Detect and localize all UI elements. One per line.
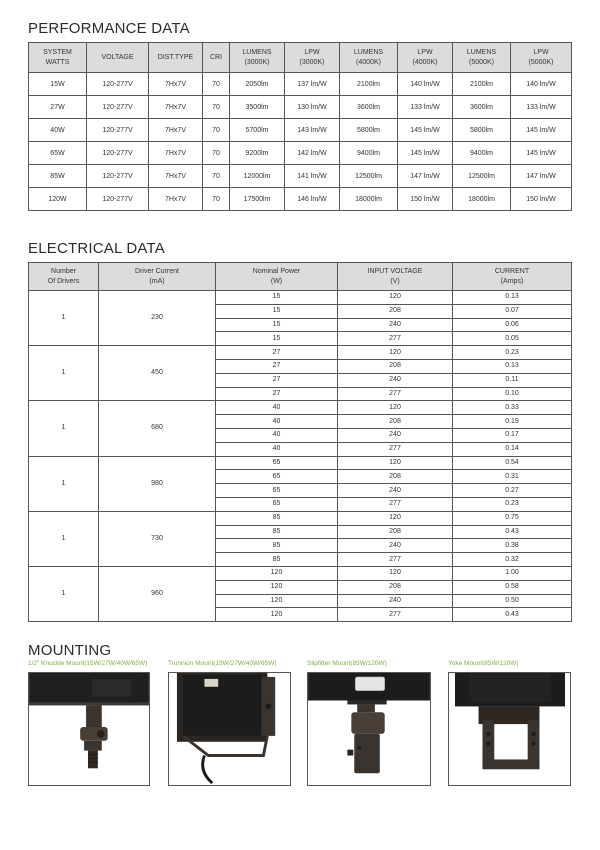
table-cell: 208 [338, 525, 453, 539]
mount-label-trunnion: Trunnion Mount(15W/27W/40W/65W) [168, 660, 277, 667]
table-cell: 277 [338, 442, 453, 456]
performance-header-cell [511, 43, 572, 73]
driver-current-cell: 680 [99, 401, 216, 456]
table-cell: 120 [216, 608, 338, 622]
table-cell: 0.43 [453, 525, 572, 539]
table-cell: 65 [216, 470, 338, 484]
header-line: SYSTEM [43, 48, 72, 56]
table-cell: 40 [216, 415, 338, 429]
table-cell: 145 lm/W [511, 119, 572, 142]
drivers-cell: 1 [29, 511, 99, 566]
table-cell: 70 [203, 165, 230, 188]
header-line: (4000K) [356, 58, 381, 66]
table-cell: 15 [216, 291, 338, 305]
table-cell: 240 [338, 484, 453, 498]
table-cell: 15 [216, 332, 338, 346]
driver-current-cell: 230 [99, 291, 216, 346]
table-cell: 0.58 [453, 580, 572, 594]
table-cell: 145 lm/W [398, 119, 453, 142]
electrical-header-row [29, 263, 572, 291]
table-cell: 120-277V [87, 96, 149, 119]
performance-header-cell [230, 43, 285, 73]
table-cell: 240 [338, 318, 453, 332]
table-cell: 0.13 [453, 291, 572, 305]
mount-label-knuckle: 1/2" Knuckle Mount(15W/27W/40W/65W) [28, 660, 148, 667]
table-cell: 3500lm [230, 96, 285, 119]
table-cell: 18000lm [453, 188, 511, 211]
table-cell: 0.19 [453, 415, 572, 429]
table-cell: 40 [216, 428, 338, 442]
table-cell: 5800lm [340, 119, 398, 142]
table-cell: 85W [29, 165, 87, 188]
table-cell: 0.05 [453, 332, 572, 346]
performance-header-cell [87, 43, 149, 73]
table-cell: 0.10 [453, 387, 572, 401]
table-cell: 70 [203, 188, 230, 211]
table-cell: 0.17 [453, 428, 572, 442]
table-cell: 18000lm [340, 188, 398, 211]
table-cell: 0.13 [453, 359, 572, 373]
yoke-mount-icon [448, 672, 571, 786]
electrical-table [28, 262, 572, 622]
table-cell: 140 lm/W [398, 73, 453, 96]
table-cell: 0.06 [453, 318, 572, 332]
table-cell: 0.50 [453, 594, 572, 608]
table-cell: 27 [216, 359, 338, 373]
table-cell: 120 [338, 401, 453, 415]
mount-label-slipfitter: Slipfitter Mount(85W/120W) [307, 660, 387, 667]
performance-header-cell [285, 43, 340, 73]
header-line: LUMENS [242, 48, 272, 56]
table-row [29, 96, 572, 119]
table-cell: 9400lm [340, 142, 398, 165]
table-row [29, 566, 572, 580]
table-row [29, 73, 572, 96]
table-row [29, 346, 572, 360]
table-row [29, 511, 572, 525]
table-cell: 133 lm/W [511, 96, 572, 119]
table-row [29, 142, 572, 165]
electrical-header-cell [99, 263, 216, 291]
table-cell: 3600lm [453, 96, 511, 119]
table-cell: 120 [216, 566, 338, 580]
table-cell: 85 [216, 525, 338, 539]
driver-current-cell: 960 [99, 566, 216, 621]
table-cell: 0.07 [453, 304, 572, 318]
table-cell: 85 [216, 553, 338, 567]
table-cell: 17500lm [230, 188, 285, 211]
table-cell: 12500lm [340, 165, 398, 188]
table-cell: 1.00 [453, 566, 572, 580]
table-cell: 133 lm/W [398, 96, 453, 119]
drivers-cell: 1 [29, 401, 99, 456]
table-cell: 85 [216, 511, 338, 525]
table-row [29, 119, 572, 142]
table-cell: 120 [338, 291, 453, 305]
performance-header-cell [203, 43, 230, 73]
header-line: (4000K) [412, 58, 438, 66]
table-cell: 2100lm [340, 73, 398, 96]
table-cell: 7Hx7V [149, 188, 203, 211]
table-cell: 70 [203, 96, 230, 119]
table-cell: 65W [29, 142, 87, 165]
driver-current-cell: 980 [99, 456, 216, 511]
table-row [29, 291, 572, 305]
header-line: (Amps) [500, 277, 524, 285]
electrical-header-cell [338, 263, 453, 291]
header-line: Driver Current [135, 267, 179, 275]
table-cell: 5700lm [230, 119, 285, 142]
table-cell: 0.54 [453, 456, 572, 470]
table-cell: 7Hx7V [149, 142, 203, 165]
table-cell: 40 [216, 401, 338, 415]
table-row [29, 188, 572, 211]
table-cell: 137 lm/W [285, 73, 340, 96]
table-cell: 208 [338, 415, 453, 429]
performance-header-cell [149, 43, 203, 73]
header-line: (5000K) [528, 58, 554, 66]
table-cell: 208 [338, 470, 453, 484]
table-cell: 120-277V [87, 119, 149, 142]
header-line: (5000K) [469, 58, 494, 66]
header-line: (mA) [149, 277, 165, 285]
header-line: LPW [304, 48, 320, 56]
table-cell: 0.23 [453, 497, 572, 511]
table-cell: 9400lm [453, 142, 511, 165]
table-cell: 0.27 [453, 484, 572, 498]
header-line: CURRENT [494, 267, 530, 275]
table-cell: 208 [338, 304, 453, 318]
electrical-header-cell [216, 263, 338, 291]
table-cell: 5800lm [453, 119, 511, 142]
drivers-cell: 1 [29, 346, 99, 401]
table-cell: 0.33 [453, 401, 572, 415]
table-cell: 208 [338, 580, 453, 594]
mount-label-yoke: Yoke Mount(85W/120W) [448, 660, 519, 667]
drivers-cell: 1 [29, 566, 99, 621]
performance-header-row [29, 43, 572, 73]
table-cell: 2100lm [453, 73, 511, 96]
table-cell: 147 lm/W [398, 165, 453, 188]
table-cell: 277 [338, 387, 453, 401]
table-cell: 277 [338, 497, 453, 511]
table-cell: 240 [338, 539, 453, 553]
table-cell: 0.38 [453, 539, 572, 553]
table-cell: 0.43 [453, 608, 572, 622]
table-cell: 120 [216, 594, 338, 608]
header-line: Number [51, 267, 76, 275]
table-cell: 27W [29, 96, 87, 119]
table-cell: 12000lm [230, 165, 285, 188]
table-cell: 2050lm [230, 73, 285, 96]
header-line: (V) [390, 277, 400, 285]
table-cell: 0.32 [453, 553, 572, 567]
driver-current-cell: 730 [99, 511, 216, 566]
table-cell: 65 [216, 484, 338, 498]
table-cell: 70 [203, 142, 230, 165]
trunnion-mount-icon [168, 672, 291, 786]
table-cell: 15 [216, 318, 338, 332]
table-cell: 277 [338, 608, 453, 622]
table-cell: 277 [338, 332, 453, 346]
table-row [29, 165, 572, 188]
table-cell: 7Hx7V [149, 119, 203, 142]
table-cell: 240 [338, 594, 453, 608]
header-line: WATTS [45, 58, 70, 66]
table-cell: 15W [29, 73, 87, 96]
performance-header-cell [398, 43, 453, 73]
table-cell: 277 [338, 553, 453, 567]
header-line: LUMENS [466, 48, 497, 56]
table-cell: 145 lm/W [511, 142, 572, 165]
table-cell: 12500lm [453, 165, 511, 188]
table-cell: 120-277V [87, 165, 149, 188]
header-line: LPW [533, 48, 549, 56]
table-cell: 208 [338, 359, 453, 373]
drivers-cell: 1 [29, 291, 99, 346]
table-cell: 150 lm/W [398, 188, 453, 211]
header-line: INPUT VOLTAGE [367, 267, 423, 275]
table-cell: 0.23 [453, 346, 572, 360]
table-cell: 27 [216, 346, 338, 360]
table-cell: 120-277V [87, 142, 149, 165]
table-cell: 240 [338, 428, 453, 442]
table-cell: 142 lm/W [285, 142, 340, 165]
table-cell: 0.11 [453, 373, 572, 387]
performance-header-cell [340, 43, 398, 73]
table-cell: 120-277V [87, 73, 149, 96]
table-cell: 141 lm/W [285, 165, 340, 188]
table-cell: 7Hx7V [149, 96, 203, 119]
table-cell: 120 [338, 346, 453, 360]
table-cell: 9200lm [230, 142, 285, 165]
table-cell: 120 [216, 580, 338, 594]
table-cell: 3600lm [340, 96, 398, 119]
table-cell: 120 [338, 456, 453, 470]
table-cell: 0.31 [453, 470, 572, 484]
header-line: (3000K) [299, 58, 325, 66]
table-cell: 147 lm/W [511, 165, 572, 188]
header-line: CRI [209, 53, 223, 61]
electrical-title: ELECTRICAL DATA [28, 240, 165, 257]
table-cell: 7Hx7V [149, 165, 203, 188]
table-row [29, 401, 572, 415]
table-cell: 150 lm/W [511, 188, 572, 211]
table-cell: 0.14 [453, 442, 572, 456]
mounting-title: MOUNTING [28, 642, 112, 659]
table-cell: 0.75 [453, 511, 572, 525]
table-cell: 146 lm/W [285, 188, 340, 211]
performance-header-cell [453, 43, 511, 73]
header-line: LUMENS [353, 48, 384, 56]
table-cell: 27 [216, 373, 338, 387]
table-row [29, 456, 572, 470]
header-line: (3000K) [244, 58, 270, 66]
header-line: VOLTAGE [101, 53, 134, 61]
electrical-header-cell [453, 263, 572, 291]
header-line: LPW [417, 48, 433, 56]
table-cell: 40 [216, 442, 338, 456]
performance-title: PERFORMANCE DATA [28, 20, 190, 37]
table-cell: 140 lm/W [511, 73, 572, 96]
header-line: Nominal Power [252, 267, 301, 275]
driver-current-cell: 450 [99, 346, 216, 401]
knuckle-mount-icon [28, 672, 150, 786]
performance-table [28, 42, 572, 211]
table-cell: 120W [29, 188, 87, 211]
header-line: Of Drivers [47, 277, 80, 285]
table-cell: 120 [338, 566, 453, 580]
table-cell: 130 lm/W [285, 96, 340, 119]
table-cell: 7Hx7V [149, 73, 203, 96]
table-cell: 70 [203, 73, 230, 96]
table-cell: 27 [216, 387, 338, 401]
drivers-cell: 1 [29, 456, 99, 511]
table-cell: 65 [216, 497, 338, 511]
table-cell: 120-277V [87, 188, 149, 211]
slipfitter-mount-icon [307, 672, 431, 786]
header-line: DIST.TYPE [157, 53, 194, 61]
table-cell: 145 lm/W [398, 142, 453, 165]
performance-header-cell [29, 43, 87, 73]
table-cell: 120 [338, 511, 453, 525]
table-cell: 240 [338, 373, 453, 387]
table-cell: 65 [216, 456, 338, 470]
electrical-header-cell [29, 263, 99, 291]
table-cell: 70 [203, 119, 230, 142]
table-cell: 85 [216, 539, 338, 553]
header-line: (W) [270, 277, 283, 285]
table-cell: 143 lm/W [285, 119, 340, 142]
table-cell: 40W [29, 119, 87, 142]
table-cell: 15 [216, 304, 338, 318]
